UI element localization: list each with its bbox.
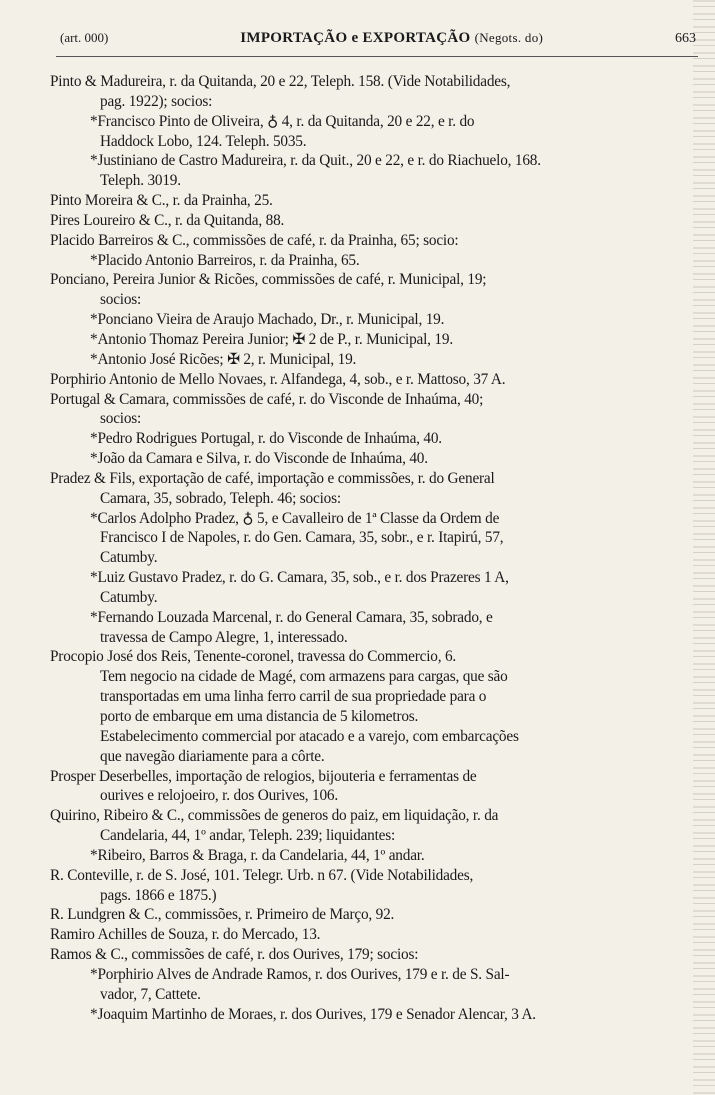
header-title-text: IMPORTAÇÃO e EXPORTAÇÃO: [240, 30, 471, 46]
continuation-line: socios:: [100, 410, 142, 428]
partner-line: *Pedro Rodrigues Portugal, r. do Visconde de Inhaúma, 40.: [90, 430, 442, 448]
continuation-line: Estabelecimento commercial por atacado e a varejo, com embarcações: [100, 727, 519, 745]
continuation-line: Tem negocio na cidade de Magé, com armazens para cargas, que são: [100, 668, 508, 686]
entry-line: Pinto & Madureira, r. da Quitanda, 20 e 22, Teleph. 158. (Vide Notabilidades,: [50, 73, 511, 90]
header-rule: [56, 56, 698, 57]
entry-line: Procopio José dos Reis, Tenente-coronel, travessa do Commercio, 6.: [50, 648, 457, 666]
continuation-line: pag. 1922); socios:: [100, 92, 213, 110]
continuation-line: Francisco I de Napoles, r. do Gen. Camara, 35, sobr., e r. Itapirú, 57,: [100, 529, 504, 547]
page-number: 663: [675, 31, 696, 46]
partner-line: *Ribeiro, Barros & Braga, r. da Candelaria, 44, 1º andar.: [90, 846, 425, 864]
entry-line: R. Conteville, r. de S. José, 101. Telegr. Urb. n 67. (Vide Notabilidades,: [50, 866, 474, 884]
partner-line: *João da Camara e Silva, r. do Visconde de Inhaúma, 40.: [90, 450, 428, 468]
partner-line: *Fernando Louzada Marcenal, r. do General Camara, 35, sobrado, e: [90, 608, 493, 626]
partner-line: *Placido Antonio Barreiros, r. da Prainha, 65.: [90, 251, 360, 269]
continuation-line: Candelaria, 44, 1º andar, Teleph. 239; liquidantes:: [100, 827, 396, 845]
continuation-line: ourives e relojoeiro, r. dos Ourives, 106.: [100, 787, 339, 805]
partner-line: *Antonio Thomaz Pereira Junior; ✠ 2 de P., r. Municipal, 19.: [90, 330, 453, 348]
running-header: [60, 30, 696, 54]
partner-line: *Francisco Pinto de Oliveira, ♁ 4, r. da Quitanda, 20 e 22, e r. do: [90, 112, 475, 130]
continuation-line: Catumby.: [100, 588, 158, 606]
partner-line: *Luiz Gustavo Pradez, r. do G. Camara, 35, sob., e r. dos Prazeres 1 A,: [90, 569, 509, 587]
entry-line: Pires Loureiro & C., r. da Quitanda, 88.: [50, 211, 285, 229]
directory-listing: [0, 72, 700, 1025]
entry-line: Ramos & C., commissões de café, r. dos Ourives, 179; socios:: [50, 946, 419, 964]
header-subtitle: (Negots. do): [474, 30, 544, 45]
entry-line: R. Lundgren & C., commissões, r. Primeiro de Março, 92.: [50, 906, 395, 924]
header-title: [240, 30, 543, 47]
entry-line: Quirino, Ribeiro & C., commissões de generos do paiz, em liquidação, r. da: [50, 807, 499, 825]
partner-line: *Ponciano Vieira de Araujo Machado, Dr., r. Municipal, 19.: [90, 311, 445, 329]
partner-line: *Justiniano de Castro Madureira, r. da Quit., 20 e 22, e r. do Riachuelo, 168.: [90, 152, 541, 170]
continuation-line: que navegão diariamente para a côrte.: [100, 747, 325, 765]
continuation-line: porto de embarque em uma distancia de 5 kilometros.: [100, 708, 419, 725]
entry-line: Portugal & Camara, commissões de café, r. do Visconde de Inhaúma, 40;: [50, 390, 484, 408]
entry-line: Ramiro Achilles de Souza, r. do Mercado, 13.: [50, 926, 321, 944]
partner-line: *Porphirio Alves de Andrade Ramos, r. dos Ourives, 179 e r. de S. Sal-: [90, 965, 510, 983]
continuation-line: Haddock Lobo, 124. Teleph. 5035.: [100, 132, 307, 150]
partner-line: *Antonio José Ricões; ✠ 2, r. Municipal, 19.: [90, 350, 357, 368]
entry-line: Ponciano, Pereira Junior & Ricões, commissões de café, r. Municipal, 19;: [50, 271, 487, 289]
continuation-line: Camara, 35, sobrado, Teleph. 46; socios:: [100, 489, 341, 507]
partner-line: *Carlos Adolpho Pradez, ♁ 5, e Cavalleiro de 1ª Classe da Ordem de: [90, 509, 500, 527]
continuation-line: pags. 1866 e 1875.): [100, 886, 217, 904]
partner-line: *Joaquim Martinho de Moraes, r. dos Ourives, 179 e Senador Alencar, 3 A.: [90, 1005, 536, 1023]
entry-line: Pinto Moreira & C., r. da Prainha, 25.: [50, 192, 273, 210]
entry-line: Porphirio Antonio de Mello Novaes, r. Alfandega, 4, sob., e r. Mattoso, 37 A.: [50, 370, 506, 388]
continuation-line: vador, 7, Cattete.: [100, 985, 201, 1003]
entry-line: Pradez & Fils, exportação de café, importação e commissões, r. do General: [50, 469, 495, 487]
entry-line: Placido Barreiros & C., commissões de café, r. da Prainha, 65; socio:: [50, 231, 459, 249]
continuation-line: transportadas em uma linha ferro carril de sua propriedade para o: [100, 688, 487, 706]
continuation-line: socios:: [100, 291, 142, 309]
header-article-ref: (art. 000): [60, 30, 109, 45]
entry-line: Prosper Deserbelles, importação de relogios, bijouteria e ferramentas de: [50, 767, 477, 785]
continuation-line: Catumby.: [100, 549, 158, 567]
continuation-line: Teleph. 3019.: [100, 172, 181, 190]
continuation-line: travessa de Campo Alegre, 1, interessado.: [100, 628, 348, 646]
